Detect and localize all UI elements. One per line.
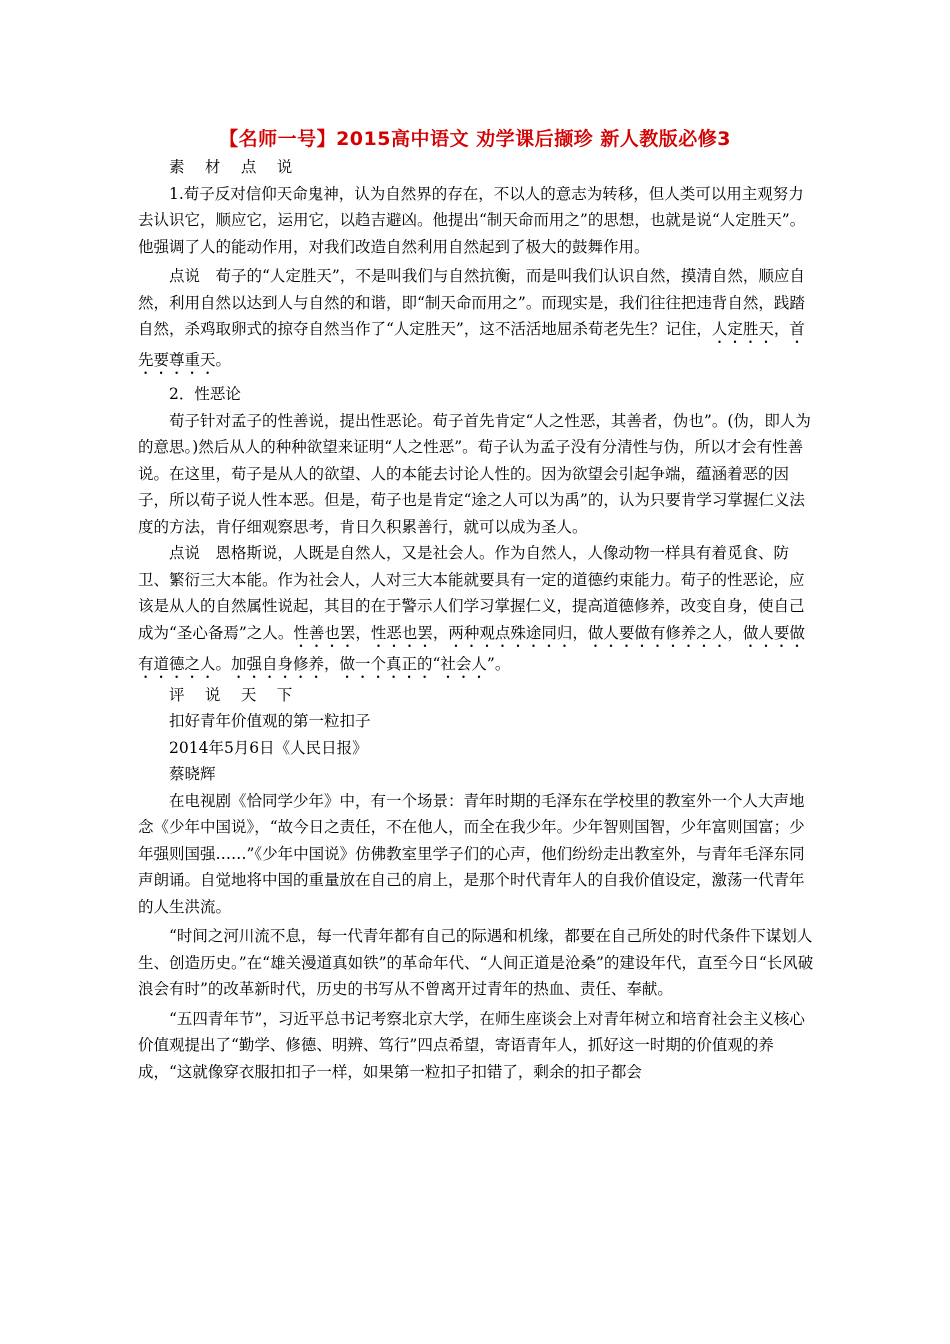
- item2-comment: [138, 540, 818, 682]
- article-date: 2014年5月6日《人民日报》: [169, 738, 368, 757]
- item1-comment: [138, 263, 818, 378]
- item1-comment-text: 点说 荀子的“人定胜天”，不是叫我们与自然抗衡，而是叫我们认识自然，摸清自然，顺应自然，利用自然以达到人与自然的和谐，即“制天命而用之”。而现实是，我们往往把违背自然，践踏自然，杀鸡取卵式的掠夺自然当作了“人定胜天”，这不活活地屈杀荀老先生？记住，: [138, 267, 805, 338]
- item2-paragraph: 荀子针对孟子的性善说，提出性恶论。荀子首先肯定“人之性恶，其善者，伪也”。(伪，即人为的意思。)然后从人的种种欲望来证明“人之性恶”。荀子认为孟子没有分清性与伪，所以才会有性善说。在这里，荀子是从人的欲望、人的本能去讨论人性的。因为欲望会引起争端，蕴涵着恶的因子，所以荀子说人性本恶。但是，荀子也是肯定“途之人可以为禹”的，认为只要肯学习掌握仁义法度的方法，肯仔细观察思考，肯日久积累善行，就可以成为圣人。: [138, 411, 811, 536]
- item2-heading: 2．性恶论: [169, 385, 241, 403]
- document-body: [138, 154, 818, 1085]
- article-paragraph-1: 在电视剧《恰同学少年》中，有一个场景：青年时期的毛泽东在学校里的教室外一个人大声地念《少年中国说》，“故今日之责任，不在他人，而全在我少年。少年智则国智，少年富则国富；少年强则国强……”《少年中国说》仿佛教室里学子们的心声，他们纷纷走出教室外，与青年毛泽东同声朗诵。自觉地将中国的重量放在自己的肩上，是那个时代青年人的自我价值设定，激荡一代青年的人生洪流。: [138, 791, 805, 916]
- item2-comment-text: 点说 恩格斯说，人既是自然人，又是社会人。作为自然人，人像动物一样具有着觅食、防卫、繁衍三大本能。作为社会人，人对三大本能就要具有一定的道德约束能力。荀子的性恶论，应该是从人的自然属性说起，其目的在于警示人们学习掌握仁义，提高道德修养，改变自身，使自己成为“圣心备焉”之人。: [138, 544, 805, 642]
- article-author: 蔡晓辉: [169, 765, 216, 783]
- article-title: 扣好青年价值观的第一粒扣子: [169, 712, 371, 730]
- item1-paragraph: 1.荀子反对信仰天命鬼神，认为自然界的存在，不以人的意志为转移，但人类可以用主观努力去认识它，顺应它，运用它，以趋吉避凶。他提出“制天命而用之”的思想，也就是说“人定胜天”。他强调了人的能动作用，对我们改造自然利用自然起到了极大的鼓舞作用。: [138, 184, 806, 256]
- article-paragraph-3: “五四青年节”，习近平总书记考察北京大学，在师生座谈会上对青年树立和培育社会主义核心价值观提出了“勤学、修德、明辨、笃行”四点希望，寄语青年人，抓好这一时期的价值观的养成，“这就像穿衣服扣扣子一样，如果第一粒扣子扣错了，剩余的扣子都会: [138, 1009, 805, 1081]
- article-paragraph-2: “时间之河川流不息，每一代青年都有自己的际遇和机缘，都要在自己所处的时代条件下谋划人生、创造历史。”在“雄关漫道真如铁”的革命年代、“人间正道是沧桑”的建设年代，直至今日“长风破浪会有时”的改革新时代，历史的书写从不曾离开过青年的热血、责任、奉献。: [138, 927, 814, 998]
- item2-comment-emphasis: 性善也罢，性恶也罢，两种观点殊途同归，做人要做有修养之人，做人要做有道德之人。加强自身修养，做一个真正的“社会人”。: [138, 623, 805, 673]
- section-heading-commentary: 评 说 天 下: [169, 685, 301, 704]
- section-heading-material: 素 材 点 说: [169, 158, 301, 176]
- document-title: 【名师一号】2015高中语文 劝学课后撷珍 新人教版必修3: [219, 128, 731, 150]
- item1-comment-emphasis: 人定胜天，首先要尊重天。: [138, 320, 805, 369]
